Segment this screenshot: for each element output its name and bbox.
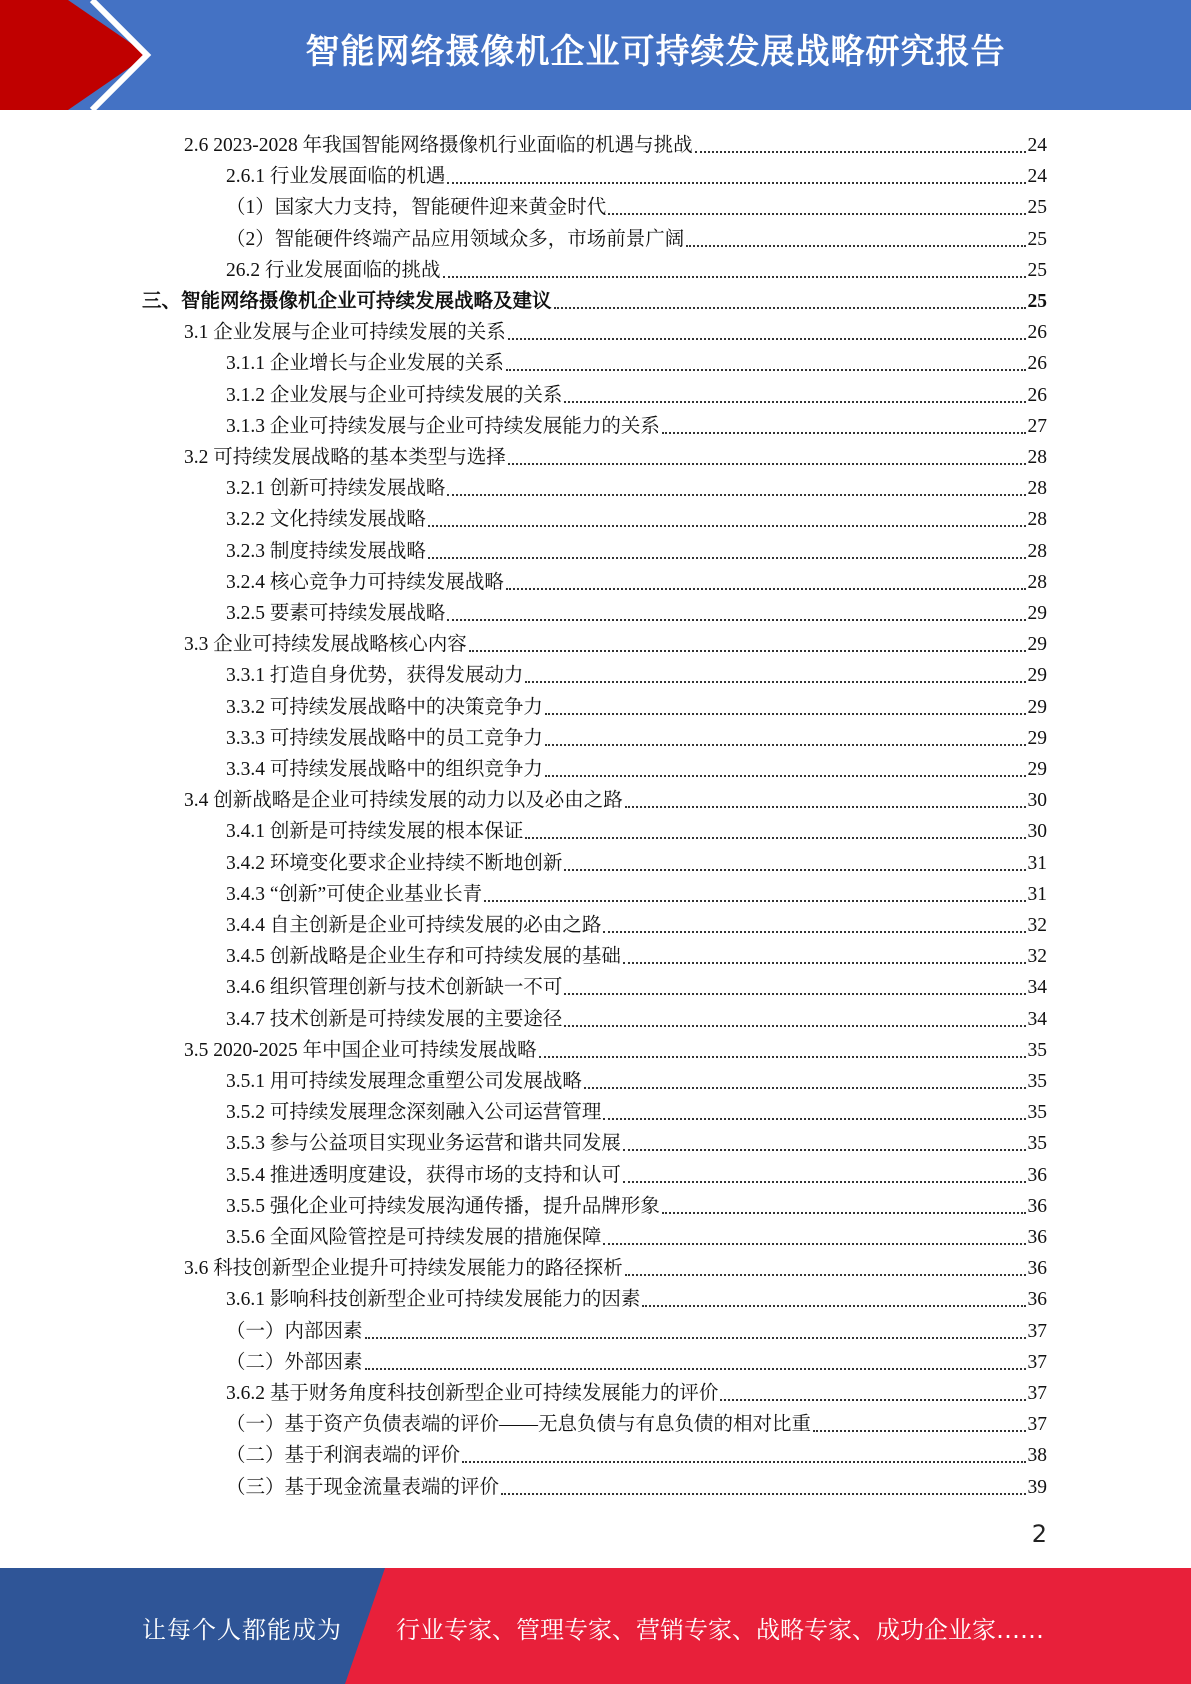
toc-entry-title: 3.6 科技创新型企业提升可持续发展能力的路径探析: [184, 1258, 623, 1279]
toc-entry-page: 37: [1027, 1383, 1047, 1404]
toc-dot-leader: [443, 276, 1026, 278]
toc-entry-page: 36: [1027, 1289, 1047, 1310]
toc-dot-leader: [508, 338, 1026, 340]
toc-dot-leader: [462, 1461, 1025, 1463]
footer-slogan: 让每个人都能成为: [142, 1616, 342, 1644]
toc-entry-page: 39: [1027, 1477, 1047, 1498]
toc-entry[interactable]: [226, 876, 1047, 907]
toc-entry-title: 3.1 企业发展与企业可持续发展的关系: [184, 322, 506, 343]
toc-entry-page: 35: [1027, 1071, 1047, 1092]
toc-entry-title: 3.6.2 基于财务角度科技创新型企业可持续发展能力的评价: [226, 1383, 719, 1404]
toc-dot-leader: [545, 713, 1026, 715]
toc-entry[interactable]: [184, 1250, 1047, 1281]
toc-entry[interactable]: [226, 813, 1047, 844]
toc-entry-title: 3.4.6 组织管理创新与技术创新缺一不可: [226, 977, 563, 998]
toc-entry-title: （二）外部因素: [226, 1352, 363, 1373]
toc-entry-page: 26: [1027, 385, 1047, 406]
toc-dot-leader: [686, 245, 1025, 247]
toc-entry[interactable]: [184, 127, 1047, 158]
toc-entry-title: （三）基于现金流量表端的评价: [226, 1477, 500, 1498]
toc-entry-title: 3.6.1 影响科技创新型企业可持续发展能力的因素: [226, 1289, 641, 1310]
toc-entry-title: 3.1.1 企业增长与企业发展的关系: [226, 353, 504, 374]
toc-dot-leader: [508, 463, 1026, 465]
toc-entry[interactable]: [226, 689, 1047, 720]
toc-dot-leader: [695, 151, 1026, 153]
toc-dot-leader: [625, 806, 1026, 808]
toc-entry-title: 3.5 2020-2025 年中国企业可持续发展战略: [184, 1040, 537, 1061]
toc-entry-page: 28: [1027, 478, 1047, 499]
footer-banner: [0, 1568, 1191, 1684]
toc-dot-leader: [506, 369, 1026, 371]
toc-entry-page: 30: [1027, 790, 1047, 811]
toc-dot-leader: [365, 1368, 1026, 1370]
toc-entry[interactable]: [226, 1313, 1047, 1344]
toc-entry-page: 29: [1027, 728, 1047, 749]
toc-entry[interactable]: [184, 782, 1047, 813]
toc-entry[interactable]: [226, 969, 1047, 1000]
toc-entry-title: 2.6 2023-2028 年我国智能网络摄像机行业面临的机遇与挑战: [184, 135, 693, 156]
toc-entry[interactable]: [226, 1437, 1047, 1468]
toc-entry-title: 3.4 创新战略是企业可持续发展的动力以及必由之路: [184, 790, 623, 811]
toc-entry[interactable]: [226, 564, 1047, 595]
toc-entry[interactable]: [226, 1375, 1047, 1406]
toc-entry-page: 32: [1027, 915, 1047, 936]
toc-entry-page: 29: [1027, 603, 1047, 624]
toc-dot-leader: [623, 962, 1026, 964]
toc-entry-page: 35: [1027, 1102, 1047, 1123]
toc-entry[interactable]: [226, 158, 1047, 189]
toc-entry-page: 37: [1027, 1414, 1047, 1435]
toc-entry-page: 36: [1027, 1227, 1047, 1248]
toc-entry-title: 3.2.2 文化持续发展战略: [226, 509, 426, 530]
toc-entry[interactable]: [184, 1032, 1047, 1063]
toc-entry[interactable]: [226, 189, 1047, 220]
toc-entry-title: 3.4.3 “创新”可使企业基业长青: [226, 884, 483, 905]
toc-entry-page: 34: [1027, 977, 1047, 998]
toc-entry-page: 29: [1027, 759, 1047, 780]
toc-entry-title: 3.5.6 全面风险管控是可持续发展的措施保障: [226, 1227, 602, 1248]
toc-entry[interactable]: [226, 1281, 1047, 1312]
toc-entry[interactable]: [226, 1469, 1047, 1500]
toc-entry-page: 27: [1027, 416, 1047, 437]
toc-entry-title: 3.3 企业可持续发展战略核心内容: [184, 634, 467, 655]
toc-entry[interactable]: [226, 595, 1047, 626]
toc-entry-title: 3.2.4 核心竞争力可持续发展战略: [226, 572, 504, 593]
toc-entry-page: 28: [1027, 572, 1047, 593]
toc-entry[interactable]: [226, 1063, 1047, 1094]
toc-entry-title: 3.3.1 打造自身优势，获得发展动力: [226, 665, 524, 686]
toc-dot-leader: [564, 401, 1025, 403]
toc-dot-leader: [642, 1305, 1025, 1307]
toc-dot-leader: [365, 1337, 1026, 1339]
toc-entry-page: 31: [1027, 884, 1047, 905]
toc-entry[interactable]: [226, 377, 1047, 408]
footer-roles: 行业专家、管理专家、营销专家、战略专家、成功企业家……: [396, 1616, 1044, 1644]
toc-entry-title: 26.2 行业发展面临的挑战: [226, 260, 441, 281]
toc-dot-leader: [662, 1212, 1026, 1214]
toc-entry-title: 三、智能网络摄像机企业可持续发展战略及建议: [142, 291, 552, 312]
toc-entry-title: （1）国家大力支持，智能硬件迎来黄金时代: [226, 197, 607, 218]
toc-entry[interactable]: [184, 314, 1047, 345]
toc-entry-page: 28: [1027, 447, 1047, 468]
toc-entry-page: 29: [1027, 634, 1047, 655]
toc-entry-page: 36: [1027, 1196, 1047, 1217]
toc-entry-title: 3.4.2 环境变化要求企业持续不断地创新: [226, 853, 563, 874]
toc-entry-title: （二）基于利润表端的评价: [226, 1445, 461, 1466]
toc-entry-title: 3.5.1 用可持续发展理念重塑公司发展战略: [226, 1071, 582, 1092]
report-title: 智能网络摄像机企业可持续发展战略研究报告: [305, 32, 1006, 72]
toc-entry-page: 35: [1027, 1133, 1047, 1154]
toc-entry-title: 3.4.7 技术创新是可持续发展的主要途径: [226, 1009, 563, 1030]
toc-entry-page: 34: [1027, 1009, 1047, 1030]
toc-entry-title: 3.5.3 参与公益项目实现业务运营和谐共同发展: [226, 1133, 621, 1154]
toc-entry[interactable]: [226, 751, 1047, 782]
toc-dot-leader: [428, 557, 1026, 559]
toc-dot-leader: [584, 1087, 1026, 1089]
toc-entry-page: 26: [1027, 353, 1047, 374]
toc-entry[interactable]: [142, 283, 1047, 314]
toc-dot-leader: [813, 1430, 1025, 1432]
toc-dot-leader: [545, 744, 1026, 746]
toc-entry-title: 3.3.3 可持续发展战略中的员工竞争力: [226, 728, 543, 749]
toc-entry-page: 24: [1027, 135, 1047, 156]
toc-entry-page: 36: [1027, 1258, 1047, 1279]
toc-entry-page: 37: [1027, 1352, 1047, 1373]
toc-entry-page: 29: [1027, 665, 1047, 686]
toc-entry-page: 28: [1027, 509, 1047, 530]
toc-dot-leader: [603, 1243, 1025, 1245]
toc-dot-leader: [447, 182, 1025, 184]
toc-dot-leader: [608, 213, 1025, 215]
toc-dot-leader: [623, 1181, 1026, 1183]
toc-dot-leader: [484, 900, 1025, 902]
page-number: 2: [1031, 1520, 1047, 1548]
toc-dot-leader: [525, 681, 1025, 683]
toc-entry-page: 25: [1027, 197, 1047, 218]
toc-entry-page: 31: [1027, 853, 1047, 874]
toc-entry[interactable]: [226, 1094, 1047, 1125]
toc-entry[interactable]: [226, 1001, 1047, 1032]
toc-entry-page: 25: [1027, 229, 1047, 250]
toc-entry-title: 2.6.1 行业发展面临的机遇: [226, 166, 446, 187]
report-header: [0, 0, 1191, 110]
toc-entry[interactable]: [226, 221, 1047, 252]
toc-entry[interactable]: [226, 657, 1047, 688]
toc-entry-title: 3.2.1 创新可持续发展战略: [226, 478, 446, 499]
toc-entry-page: 29: [1027, 697, 1047, 718]
toc-entry-page: 24: [1027, 166, 1047, 187]
toc-entry-title: 3.1.3 企业可持续发展与企业可持续发展能力的关系: [226, 416, 660, 437]
toc-entry[interactable]: [226, 1157, 1047, 1188]
toc-entry-title: 3.5.5 强化企业可持续发展沟通传播，提升品牌形象: [226, 1196, 660, 1217]
toc-dot-leader: [506, 588, 1026, 590]
toc-entry-title: 3.2 可持续发展战略的基本类型与选择: [184, 447, 506, 468]
toc-entry[interactable]: [226, 470, 1047, 501]
toc-dot-leader: [564, 1025, 1025, 1027]
toc-entry-title: 3.3.2 可持续发展战略中的决策竞争力: [226, 697, 543, 718]
toc-entry[interactable]: [226, 252, 1047, 283]
toc-entry[interactable]: [226, 1344, 1047, 1375]
toc-entry[interactable]: [226, 720, 1047, 751]
toc-dot-leader: [662, 432, 1026, 434]
toc-entry[interactable]: [226, 345, 1047, 376]
toc-entry[interactable]: [226, 845, 1047, 876]
toc-entry-page: 32: [1027, 946, 1047, 967]
toc-entry-page: 28: [1027, 541, 1047, 562]
toc-dot-leader: [625, 1274, 1026, 1276]
toc-dot-leader: [539, 1056, 1026, 1058]
toc-entry-title: （2）智能硬件终端产品应用领域众多，市场前景广阔: [226, 229, 685, 250]
toc-dot-leader: [720, 1399, 1025, 1401]
toc-entry-title: （一）内部因素: [226, 1321, 363, 1342]
toc-entry-page: 26: [1027, 322, 1047, 343]
toc-entry[interactable]: [226, 1406, 1047, 1437]
toc-entry[interactable]: [226, 1188, 1047, 1219]
toc-dot-leader: [554, 307, 1026, 309]
toc-entry-title: 3.5.2 可持续发展理念深刻融入公司运营管理: [226, 1102, 602, 1123]
toc-entry[interactable]: [226, 907, 1047, 938]
toc-dot-leader: [564, 993, 1025, 995]
toc-entry-page: 25: [1027, 291, 1047, 312]
toc-dot-leader: [501, 1493, 1025, 1495]
toc-dot-leader: [603, 1118, 1025, 1120]
toc-dot-leader: [469, 650, 1026, 652]
toc-entry-title: 3.1.2 企业发展与企业可持续发展的关系: [226, 385, 563, 406]
toc-entry-page: 38: [1027, 1445, 1047, 1466]
toc-entry[interactable]: [226, 1125, 1047, 1156]
toc-dot-leader: [447, 619, 1025, 621]
toc-entry-page: 37: [1027, 1321, 1047, 1342]
toc-dot-leader: [603, 931, 1025, 933]
toc-dot-leader: [564, 869, 1025, 871]
toc-entry-page: 36: [1027, 1165, 1047, 1186]
toc-entry[interactable]: [226, 533, 1047, 564]
toc-dot-leader: [525, 837, 1025, 839]
toc-entry[interactable]: [184, 439, 1047, 470]
toc-dot-leader: [545, 775, 1026, 777]
toc-entry-page: 30: [1027, 821, 1047, 842]
toc-entry[interactable]: [226, 1219, 1047, 1250]
toc-entry-title: 3.3.4 可持续发展战略中的组织竞争力: [226, 759, 543, 780]
toc-entry[interactable]: [226, 501, 1047, 532]
toc-dot-leader: [428, 525, 1026, 527]
toc-entry-page: 35: [1027, 1040, 1047, 1061]
toc-entry-page: 25: [1027, 260, 1047, 281]
toc-entry-title: 3.2.5 要素可持续发展战略: [226, 603, 446, 624]
toc-entry-title: 3.4.4 自主创新是企业可持续发展的必由之路: [226, 915, 602, 936]
toc-dot-leader: [447, 494, 1025, 496]
toc-entry[interactable]: [226, 938, 1047, 969]
toc-entry-title: 3.2.3 制度持续发展战略: [226, 541, 426, 562]
toc-entry-title: （一）基于资产负债表端的评价——无息负债与有息负债的相对比重: [226, 1414, 812, 1435]
toc-entry[interactable]: [226, 408, 1047, 439]
toc-entry-title: 3.4.1 创新是可持续发展的根本保证: [226, 821, 524, 842]
toc-dot-leader: [623, 1149, 1026, 1151]
toc-entry-title: 3.4.5 创新战略是企业生存和可持续发展的基础: [226, 946, 621, 967]
toc-entry[interactable]: [184, 626, 1047, 657]
toc-entry-title: 3.5.4 推进透明度建设，获得市场的支持和认可: [226, 1165, 621, 1186]
